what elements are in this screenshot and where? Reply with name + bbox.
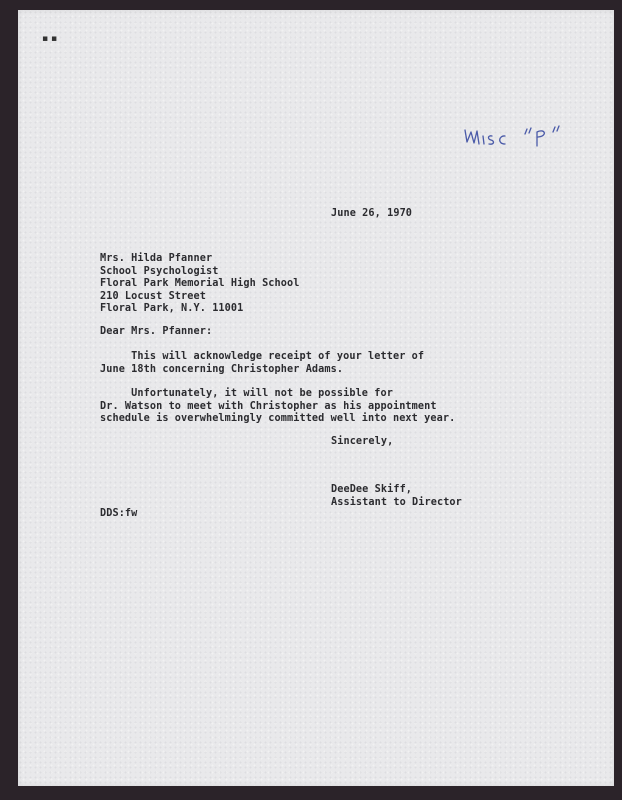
recipient-line: Floral Park Memorial High School xyxy=(100,278,300,289)
closing: Sincerely, xyxy=(331,436,394,447)
body-line: June 18th concerning Christopher Adams. xyxy=(100,363,344,375)
handwritten-misc-p-icon xyxy=(461,122,573,152)
body-line: Unfortunately, it will not be possible for xyxy=(100,388,393,399)
body-line: schedule is overwhelmingly committed well into next year. xyxy=(100,413,456,424)
handwritten-note-text xyxy=(573,122,574,123)
hand-stroke-quote-open xyxy=(525,128,531,134)
hand-stroke-c xyxy=(500,136,505,144)
hand-stroke-m xyxy=(465,130,479,144)
reference-initials: DDS:fw xyxy=(100,508,138,519)
body-line: Dr. Watson to meet with Christopher as his appointment xyxy=(100,400,437,412)
recipient-line: School Psychologist xyxy=(100,265,219,277)
hand-stroke-quote-close xyxy=(553,126,559,132)
letter-date: June 26, 1970 xyxy=(331,208,413,219)
signer-title: Assistant to Director xyxy=(331,496,462,508)
signer-name: DeeDee Skiff, xyxy=(331,484,413,495)
handwritten-annotation xyxy=(461,122,573,152)
letter-page xyxy=(18,10,614,786)
corner-marks: ▪ ▪ xyxy=(42,34,58,44)
hand-stroke-i xyxy=(483,136,484,144)
hand-stroke-p xyxy=(537,131,544,146)
hand-stroke-s xyxy=(488,136,493,144)
recipient-line: Mrs. Hilda Pfanner xyxy=(100,253,213,264)
recipient-line: 210 Locust Street xyxy=(100,290,206,302)
salutation: Dear Mrs. Pfanner: xyxy=(100,326,213,337)
body-line: This will acknowledge receipt of your letter of xyxy=(100,351,425,362)
recipient-line: Floral Park, N.Y. 11001 xyxy=(100,303,244,314)
